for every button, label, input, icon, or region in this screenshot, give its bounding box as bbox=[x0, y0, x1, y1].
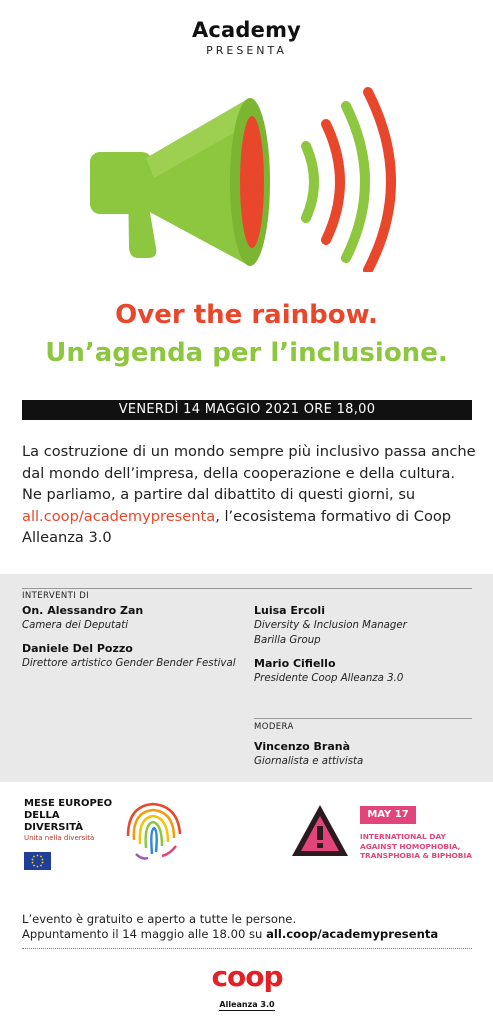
divider bbox=[254, 718, 472, 719]
intro-paragraph bbox=[22, 441, 477, 549]
moderator-label: MODERA bbox=[254, 722, 294, 732]
intro-text-before: La costruzione di un mondo sempre più inclusivo passa anche dal mondo dell’impresa, della cooperazione e della cultura. Ne parliamo, a partire dal dibattito di questi giorni, su bbox=[22, 443, 476, 503]
footer-line-1: L’evento è gratuito e aperto a tutte le persone. bbox=[22, 912, 297, 926]
coop-logo-word: coop bbox=[211, 960, 283, 993]
speaker-name: On. Alessandro Zan bbox=[22, 604, 144, 617]
presenta-label: PRESENTA bbox=[206, 44, 287, 57]
fingerprint-icon bbox=[118, 796, 188, 866]
megaphone-icon bbox=[84, 86, 414, 272]
idahobit-text: INTERNATIONAL DAY AGAINST HOMOPHOBIA, TRANSPHOBIA & BIPHOBIA bbox=[360, 832, 472, 860]
footer-link[interactable]: all.coop/academypresenta bbox=[266, 927, 439, 941]
speaker-role: Camera dei Deputati bbox=[22, 620, 129, 631]
divider bbox=[22, 588, 472, 589]
mese-europeo-title: MESE EUROPEO DELLA DIVERSITÀ bbox=[24, 798, 113, 833]
speaker-role: Direttore artistico Gender Bender Festival bbox=[22, 658, 236, 669]
warning-triangle-icon bbox=[290, 802, 350, 860]
title-line-2: Un’agenda per l’inclusione. bbox=[45, 338, 448, 368]
footer-text bbox=[22, 912, 477, 942]
moderator-role: Giornalista e attivista bbox=[254, 756, 364, 767]
academy-brand: Academy bbox=[191, 18, 302, 42]
coop-logo-subtitle: Alleanza 3.0 bbox=[219, 1000, 275, 1009]
eu-flag-icon bbox=[24, 852, 51, 870]
speakers-section-label: INTERVENTI DI bbox=[22, 591, 90, 601]
speaker-name: Luisa Ercoli bbox=[254, 604, 325, 617]
footer-line-2 bbox=[22, 927, 477, 942]
intro-text-after: , l’ecosistema formativo di Coop Alleanza 3.0 bbox=[22, 507, 452, 546]
coop-logo bbox=[204, 962, 290, 1008]
speaker-name: Mario Cifiello bbox=[254, 657, 336, 670]
speaker-name: Daniele Del Pozzo bbox=[22, 642, 133, 655]
footer-line-2-text: Appuntamento il 14 maggio alle 18.00 su bbox=[22, 927, 267, 941]
dotted-divider bbox=[22, 948, 472, 949]
speaker-role: Barilla Group bbox=[254, 635, 321, 646]
speaker-role: Presidente Coop Alleanza 3.0 bbox=[254, 673, 404, 684]
academy-link[interactable]: all.coop/academypresenta bbox=[22, 507, 216, 525]
moderator-name: Vincenzo Branà bbox=[254, 740, 351, 753]
date-bar: VENERDÌ 14 MAGGIO 2021 ORE 18,00 bbox=[22, 400, 472, 420]
mese-europeo-subtitle: Unita nella diversità bbox=[24, 834, 95, 842]
may17-badge: MAY 17 bbox=[360, 806, 416, 824]
header bbox=[0, 18, 493, 57]
speaker-role: Diversity & Inclusion Manager bbox=[254, 620, 407, 631]
title-line-1: Over the rainbow. bbox=[115, 300, 378, 330]
